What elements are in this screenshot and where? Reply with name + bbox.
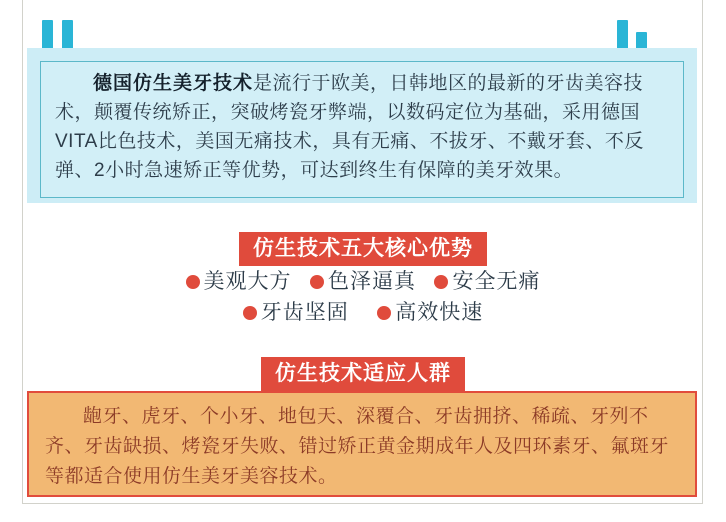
advantage-label: 色泽逼真 [328,270,416,293]
bullet-dot-icon [243,306,257,320]
advantages-row-2 [0,297,726,328]
audience-box [27,391,697,497]
intro-lead-text: 德国仿生美牙技术 [93,73,254,94]
advantage-label: 美观大方 [203,270,292,293]
advantages-title-badge: 仿生技术五大核心优势 [239,232,487,266]
advantage-label: 牙齿坚固 [260,301,349,324]
advantage-label: 高效快速 [395,301,484,324]
advantages-row-1 [0,266,726,297]
audience-title-badge: 仿生技术适应人群 [261,357,465,391]
advantage-item [243,297,349,328]
advantage-item [310,266,416,297]
audience-paragraph: 龅牙、虎牙、个小牙、地包天、深覆合、牙齿拥挤、稀疏、牙列不齐、牙齿缺损、烤瓷牙失败、错过矫正黄金期成年人及四环素牙、氟斑牙等都适合使用仿生美牙美容技术。 [45,406,670,487]
bullet-dot-icon [310,275,324,289]
intro-paragraph [55,69,669,185]
bullet-dot-icon [434,275,448,289]
intro-text-box [40,61,684,198]
advantage-item [434,266,540,297]
advantage-item [186,266,292,297]
advantage-item [377,297,483,328]
advantage-label: 安全无痛 [452,270,541,293]
advantages-list [0,266,726,328]
intro-panel [27,48,697,203]
bullet-dot-icon [377,306,391,320]
intro-body-text: 是流行于欧美，日韩地区的最新的牙齿美容技术，颠覆传统矫正，突破烤瓷牙弊端，以数码定位为基础，采用德国VITA比色技术，美国无痛技术，具有无痛、不拔牙、不戴牙套、不反弹、2小时急速矫正等优势，可达到终生有保障的美牙效果。 [55,73,644,181]
bullet-dot-icon [186,275,200,289]
